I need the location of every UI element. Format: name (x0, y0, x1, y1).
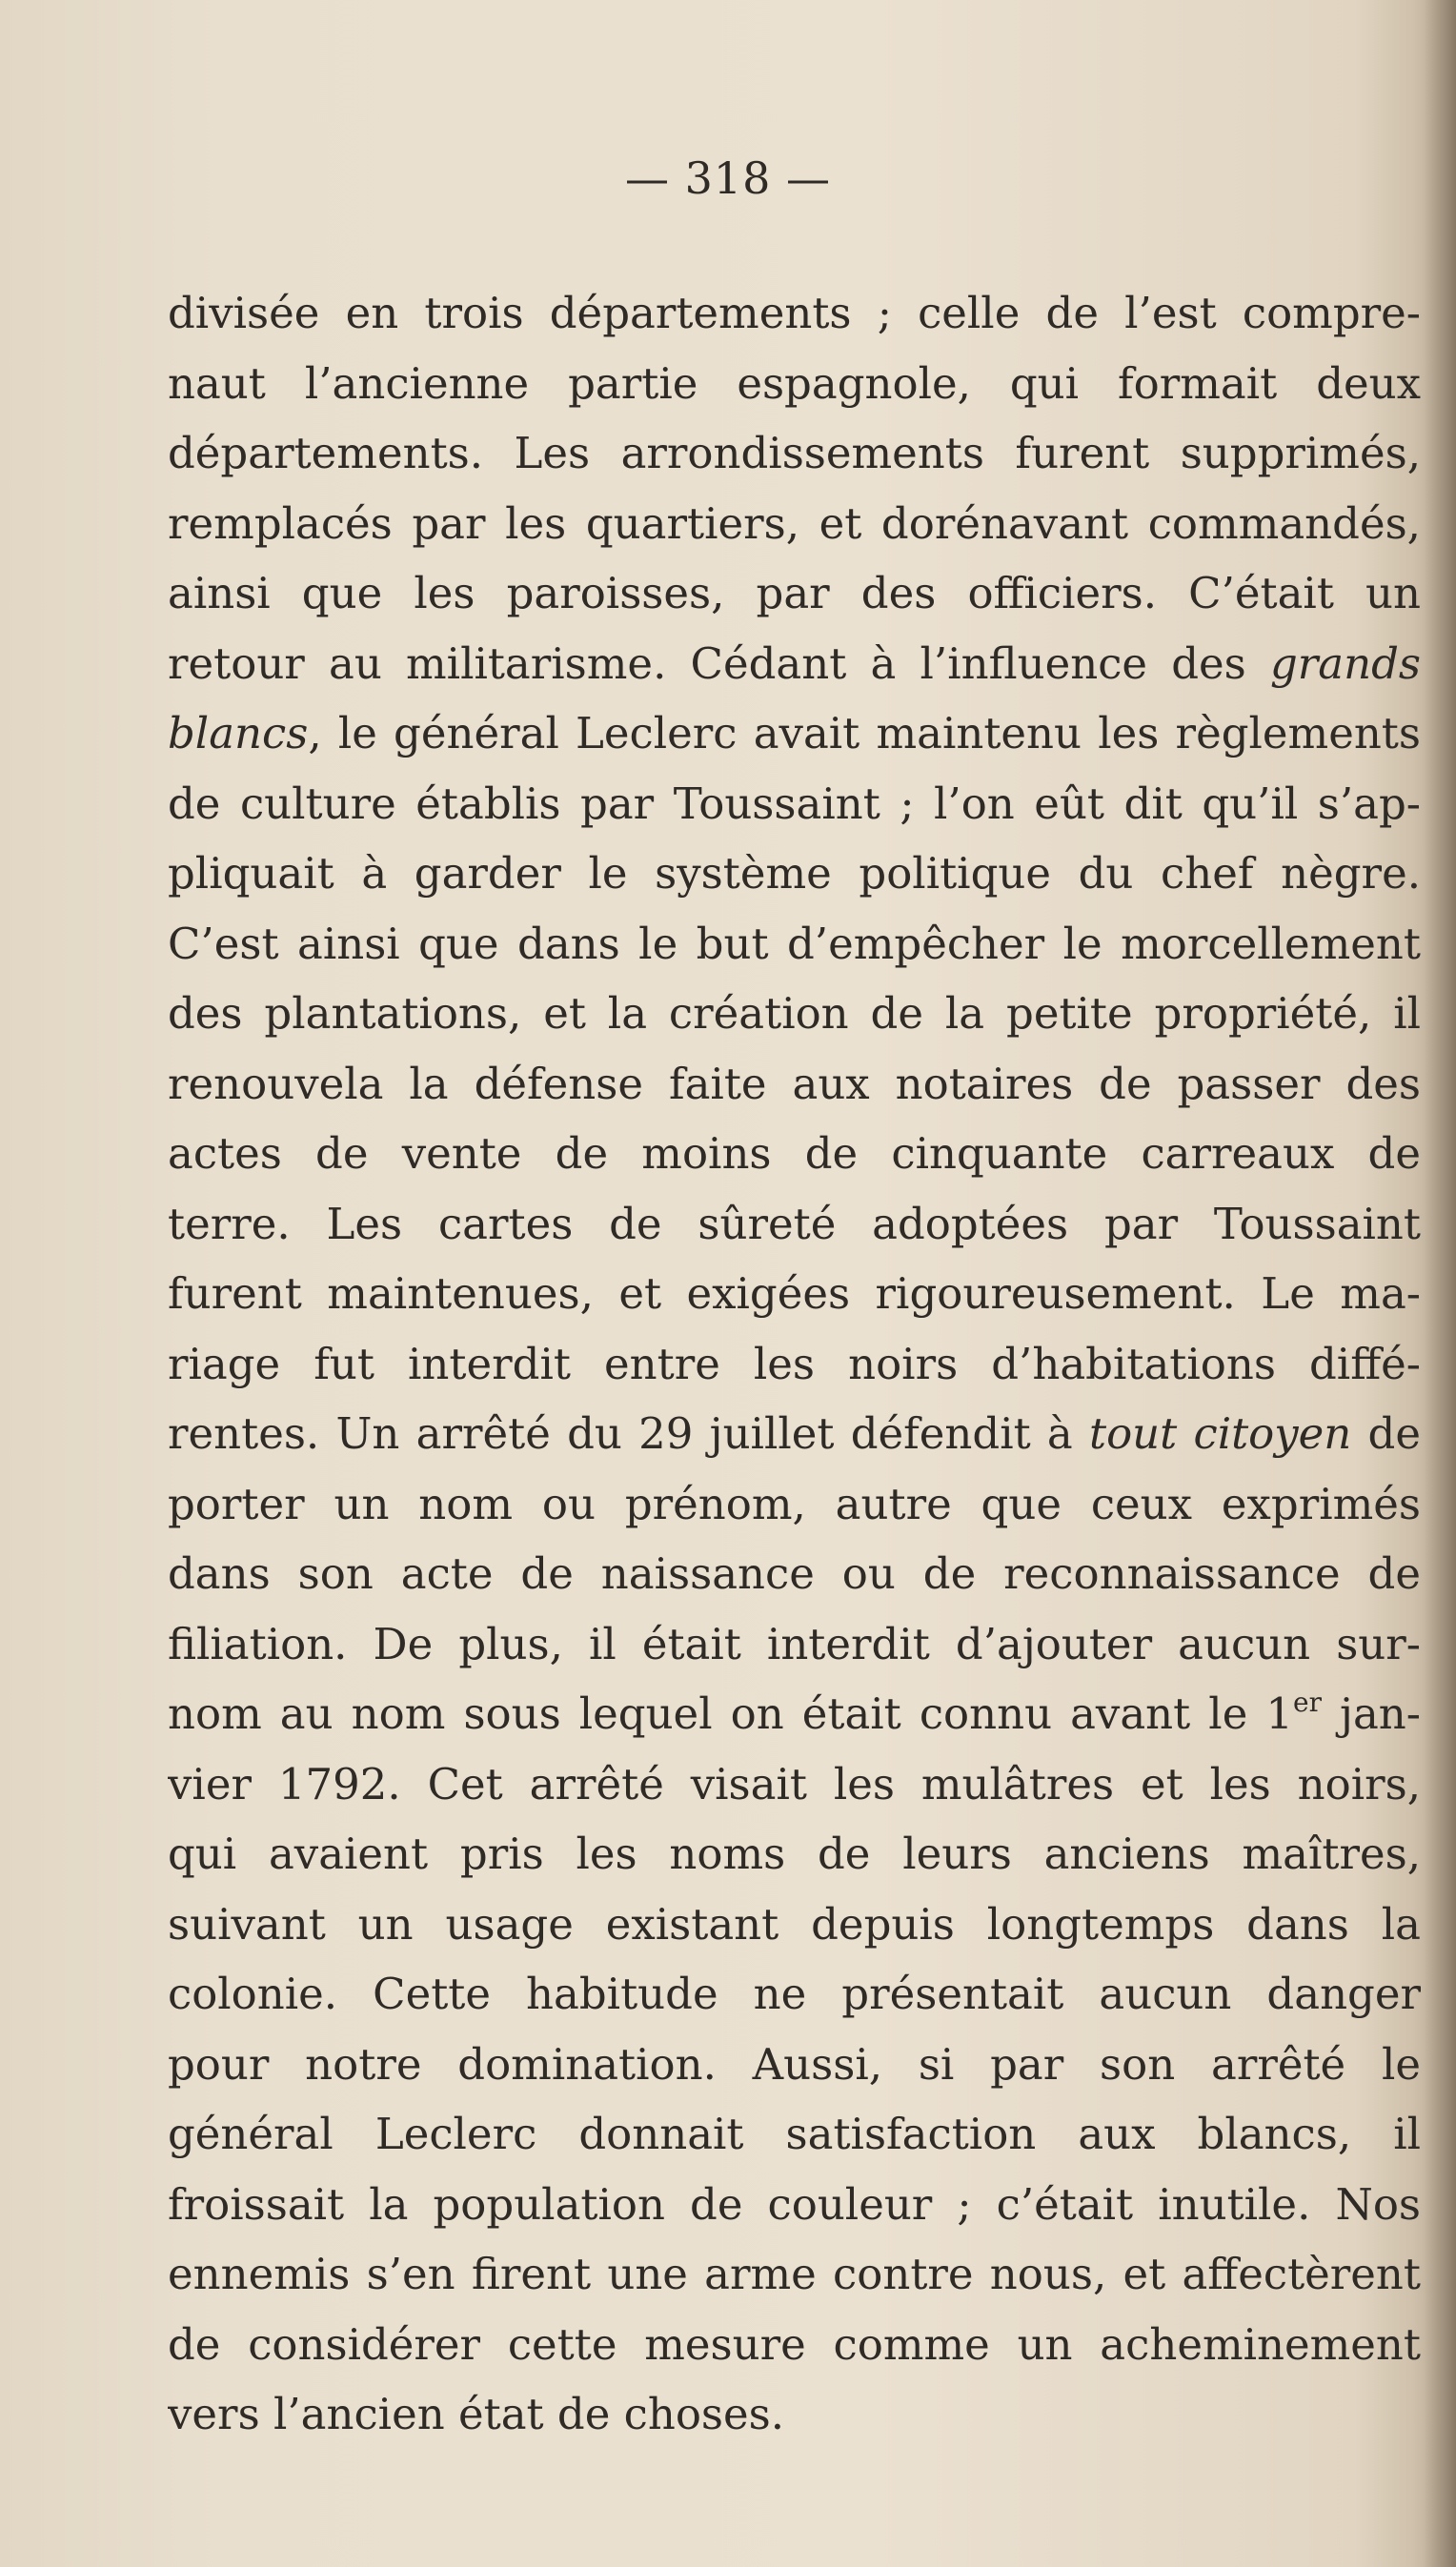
text-line (168, 909, 1421, 980)
line-text: dans son acte de naissance ou de reconnaissance de (168, 1548, 1421, 1599)
text-line (168, 1819, 1421, 1890)
line-text: de considérer cette mesure comme un acheminement (168, 2318, 1421, 2370)
text-line (168, 1749, 1421, 1820)
text-line (168, 1399, 1421, 1469)
page-edge-shadow (1424, 0, 1456, 2567)
line-text: jan- (1321, 1688, 1421, 1739)
line-text: furent maintenues, et exigées rigoureusement. Le ma- (168, 1268, 1421, 1319)
line-text: ennemis s’en firent une arme contre nous, et affectèrent (168, 2249, 1421, 2299)
text-line (168, 629, 1421, 699)
line-text: départements. Les arrondissements furent supprimés, (168, 428, 1421, 478)
text-line (168, 1539, 1421, 1609)
italic-text: blancs (168, 708, 309, 758)
text-line (168, 2310, 1421, 2380)
line-text: divisée en trois départements ; celle de l’est compre- (168, 288, 1421, 338)
line-text: filiation. De plus, il était interdit d’ajouter aucun sur- (168, 1618, 1421, 1669)
line-text: actes de vente de moins de cinquante carreaux de (168, 1128, 1421, 1179)
italic-text: grands (1269, 637, 1421, 689)
line-text: retour au militarisme. Cédant à l’influence des (168, 637, 1270, 689)
text-line (168, 2170, 1421, 2240)
text-line (168, 1959, 1421, 2030)
line-text: rentes. Un arrêté du 29 juillet défendit à (168, 1408, 1089, 1459)
line-text: renouvela la défense faite aux notaires de passer des (168, 1058, 1421, 1109)
text-line (168, 1329, 1421, 1400)
text-line (168, 278, 1421, 349)
line-text: général Leclerc donnait satisfaction aux blancs, il (168, 2109, 1421, 2159)
text-line (168, 2379, 1421, 2450)
text-line (168, 1189, 1421, 1260)
line-text: vers l’ancien état de choses. (168, 2389, 785, 2439)
line-text: C’est ainsi que dans le but d’empêcher le morcellement (168, 918, 1421, 969)
text-line (168, 1259, 1421, 1329)
text-line (168, 349, 1421, 419)
text-line (168, 489, 1421, 559)
text-line (168, 1679, 1421, 1749)
text-line (168, 1049, 1421, 1120)
line-text: de (1351, 1408, 1421, 1459)
line-text: riage fut interdit entre les noirs d’habitations diffé- (168, 1338, 1421, 1389)
line-text: porter un nom ou prénom, autre que ceux exprimés (168, 1478, 1421, 1529)
superscript-text: er (1293, 1687, 1322, 1718)
text-line (168, 698, 1421, 769)
line-text: naut l’ancienne partie espagnole, qui formait deux (168, 357, 1421, 409)
line-text: remplacés par les quartiers, et dorénavant commandés, (168, 497, 1421, 549)
text-line (168, 769, 1421, 839)
text-line (168, 1890, 1421, 1960)
text-line (168, 2030, 1421, 2100)
text-line (168, 2239, 1421, 2310)
body-text (168, 278, 1421, 2450)
text-line (168, 1469, 1421, 1540)
line-text: nom au nom sous lequel on était connu avant le 1 (168, 1688, 1293, 1739)
line-text: pour notre domination. Aussi, si par son arrêté le (168, 2038, 1421, 2090)
line-text: terre. Les cartes de sûreté adoptées par Toussaint (168, 1198, 1421, 1249)
page-number: — 318 — (624, 152, 832, 204)
text-line (168, 1609, 1421, 1680)
text-line (168, 2099, 1421, 2170)
text-line (168, 418, 1421, 489)
line-text: qui avaient pris les noms de leurs anciens maîtres, (168, 1829, 1421, 1879)
line-text: des plantations, et la création de la petite propriété, il (168, 988, 1421, 1039)
text-line (168, 1119, 1421, 1189)
italic-text: tout citoyen (1089, 1408, 1352, 1459)
line-text: pliquait à garder le système politique du chef nègre. (168, 848, 1421, 899)
text-line (168, 979, 1421, 1049)
line-text: suivant un usage existant depuis longtemps dans la (168, 1898, 1421, 1950)
line-text: , le général Leclerc avait maintenu les règlements (308, 708, 1421, 758)
line-text: froissait la population de couleur ; c’était inutile. Nos (168, 2178, 1421, 2230)
line-text: colonie. Cette habitude ne présentait aucun danger (168, 1969, 1421, 2019)
text-line (168, 839, 1421, 909)
text-line (168, 558, 1421, 629)
line-text: vier 1792. Cet arrêté visait les mulâtres et les noirs, (168, 1758, 1421, 1809)
line-text: de culture établis par Toussaint ; l’on eût dit qu’il s’ap- (168, 778, 1421, 829)
line-text: ainsi que les paroisses, par des officiers. C’était un (168, 568, 1421, 618)
